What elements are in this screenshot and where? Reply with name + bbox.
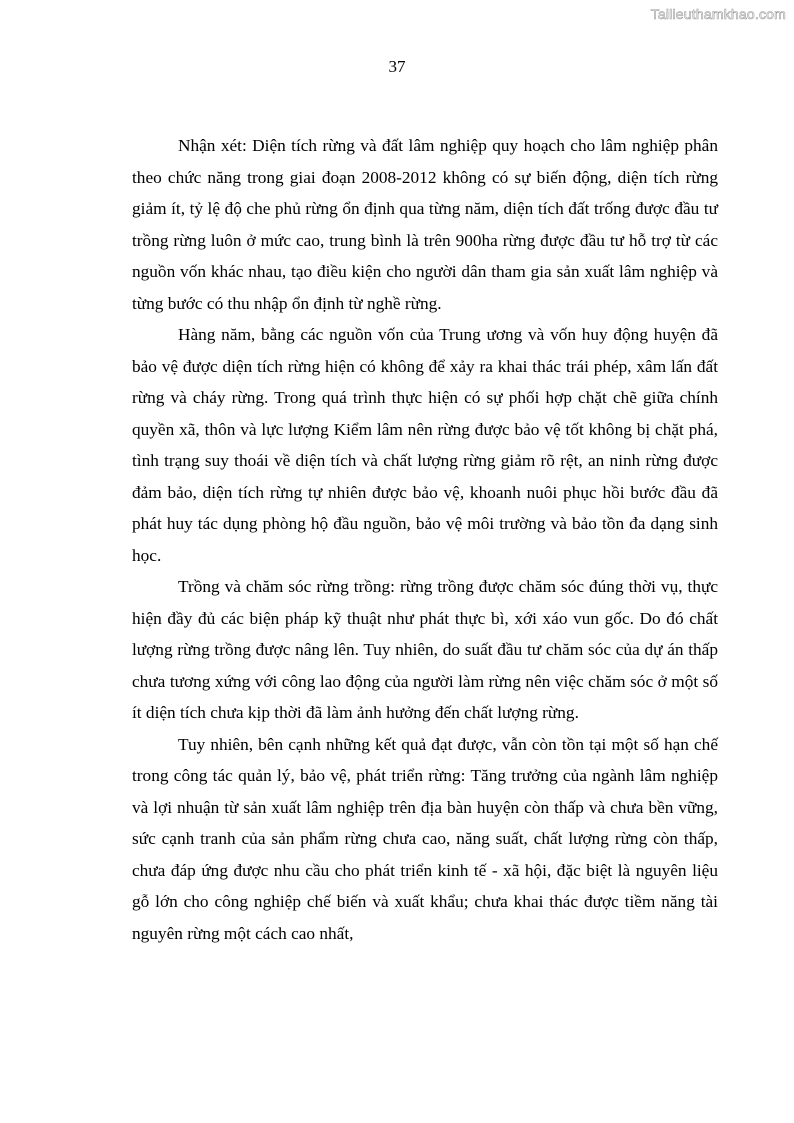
paragraph-2: Hàng năm, bằng các nguồn vốn của Trung ương và vốn huy động huyện đã bảo vệ được diện tích rừng hiện có không để xảy ra khai thác trái phép, xâm lấn đất rừng và cháy rừng. Trong quá trình thực hiện có sự phối hợp chặt chẽ giữa chính quyền xã, thôn và lực lượng Kiểm lâm nên rừng được bảo vệ tốt không bị chặt phá, tình trạng suy thoái về diện tích và chất lượng rừng giảm rõ rệt, an ninh rừng được đảm bảo, diện tích rừng tự nhiên được bảo vệ, khoanh nuôi phục hồi bước đầu đã phát huy tác dụng phòng hộ đầu nguồn, bảo vệ môi trường và bảo tồn đa dạng sinh học.	[132, 325, 718, 565]
paragraph-3: Trồng và chăm sóc rừng trồng: rừng trồng được chăm sóc đúng thời vụ, thực hiện đầy đủ các biện pháp kỹ thuật như phát thực bì, xới xáo vun gốc. Do đó chất lượng rừng trồng được nâng lên. Tuy nhiên, do suất đầu tư chăm sóc của dự án thấp chưa tương xứng với công lao động của người làm rừng nên việc chăm sóc ở một số ít diện tích chưa kịp thời đã làm ảnh hưởng đến chất lượng rừng.	[132, 577, 718, 722]
document-body	[132, 130, 718, 949]
paragraph-4: Tuy nhiên, bên cạnh những kết quả đạt được, vẫn còn tồn tại một số hạn chế trong công tác quản lý, bảo vệ, phát triển rừng: Tăng trưởng của ngành lâm nghiệp và lợi nhuận từ sản xuất lâm nghiệp trên địa bàn huyện còn thấp và chưa bền vững, sức cạnh tranh của sản phẩm rừng chưa cao, năng suất, chất lượng rừng còn thấp, chưa đáp ứng được nhu cầu cho phát triển kinh tế - xã hội, đặc biệt là nguyên liệu gỗ lớn cho công nghiệp chế biến và xuất khẩu; chưa khai thác được tiềm năng tài nguyên rừng một cách cao nhất,	[132, 734, 718, 943]
paragraph-1: Nhận xét: Diện tích rừng và đất lâm nghiệp quy hoạch cho lâm nghiệp phân theo chức năng trong giai đoạn 2008-2012 không có sự biến động, diện tích rừng giảm ít, tỷ lệ độ che phủ rừng ổn định qua từng năm, diện tích đất trống được đầu tư trồng rừng luôn ở mức cao, trung bình là trên 900ha rừng được đầu tư hỗ trợ từ các nguồn vốn khác nhau, tạo điều kiện cho người dân tham gia sản xuất lâm nghiệp và từng bước có thu nhập ổn định từ nghề rừng.	[132, 136, 718, 313]
page-number: 37	[388, 57, 406, 76]
watermark: Tailieuthamkhao.com	[650, 6, 786, 22]
